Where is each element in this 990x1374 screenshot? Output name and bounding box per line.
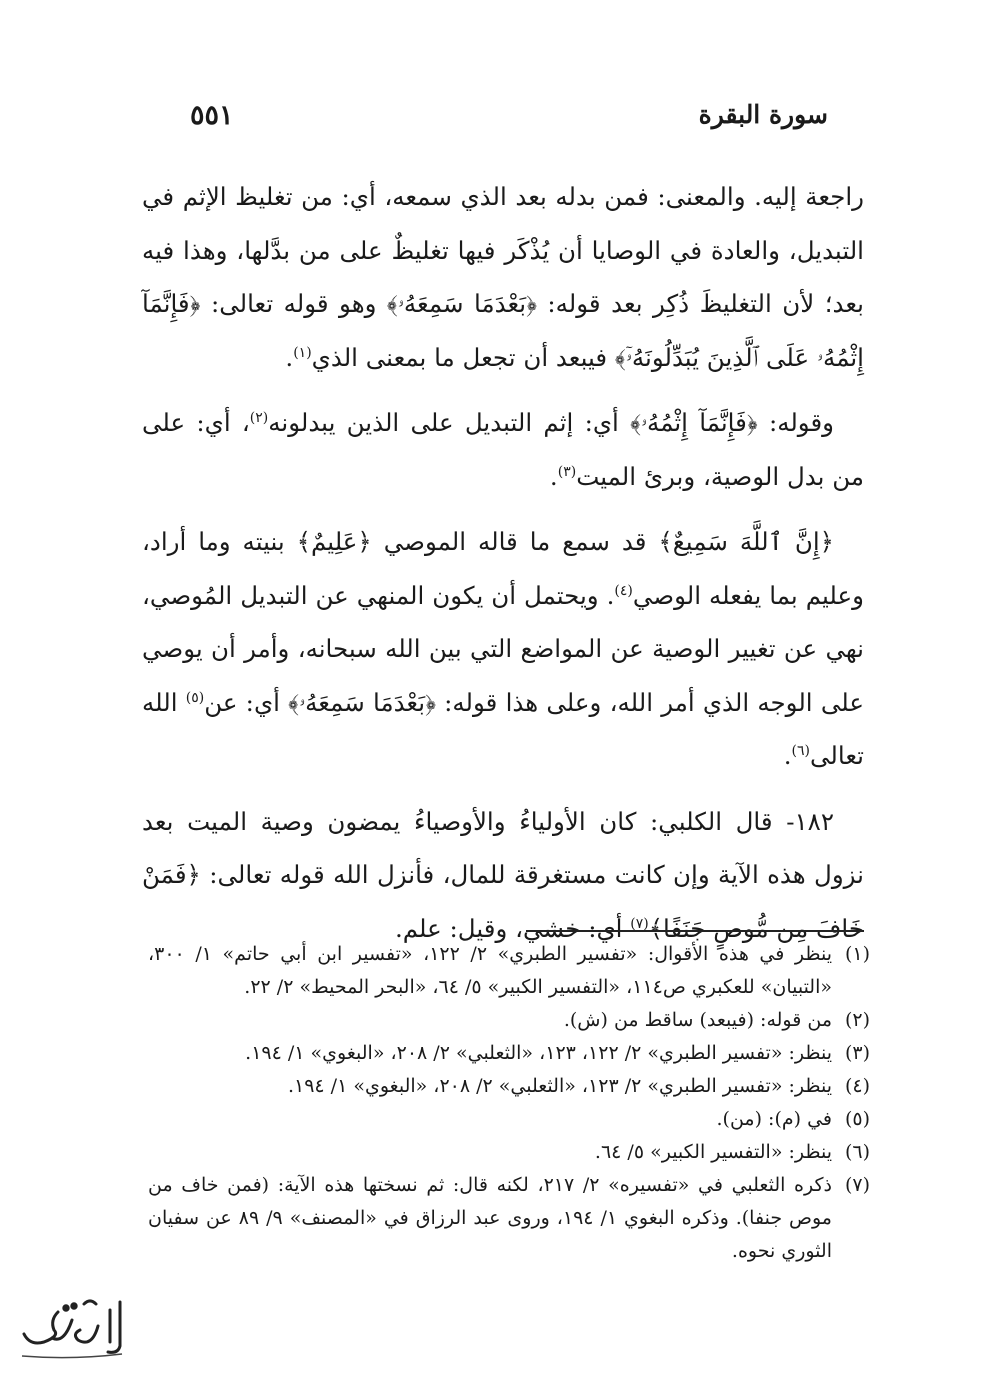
footnote: [148, 1070, 870, 1103]
footnote: [148, 1103, 870, 1136]
footnote-text: ذكره الثعلبي في «تفسيره» ٢/ ٢١٧، لكنه قال: ثم نسختها هذه الآية: (فمن خاف من موص جنفا). وذكره البغوي ١/ ١٩٤، وروى عبد الرزاق في «المصنف» ٩/ ٨٩ عن سفيان الثوري نحوه.: [148, 1174, 832, 1262]
footnote-ref: (٦): [791, 742, 810, 759]
footnote-number: (٦): [844, 1141, 870, 1163]
text-segment: أي: عن: [204, 687, 289, 717]
paragraph: [142, 515, 864, 783]
footnote-number: (٢): [844, 1009, 870, 1031]
footnote-text: من قوله: (فيبعد) ساقط من (ش).: [563, 1009, 832, 1031]
text-segment: الله تعالى: [142, 687, 864, 770]
text-segment: أي: إثم التبديل على الذين يبدلونه: [268, 408, 631, 437]
page-header: [150, 100, 840, 140]
footnote-text: ينظر: «التفسير الكبير» ٥/ ٦٤.: [594, 1141, 832, 1163]
footnote: [148, 1136, 870, 1169]
footnote-ref: (٤): [614, 582, 633, 599]
footnote: [148, 1037, 870, 1070]
text-segment: راجعة إليه. والمعنى: فمن بدله بعد الذي سمعه، أي: من تغليظ الإثم في التبديل، والعادة في الوصايا أن يُذْكَر فيها تغليظٌ على من بدَّلها، وهذا فيه بعد؛ لأن التغليظَ ذُكِر بعد قوله:: [142, 182, 864, 318]
text-segment: أي: خشي، وقيل: علم.: [394, 913, 631, 943]
footnote-number: (٤): [844, 1075, 870, 1097]
footnote-ref: (٥): [185, 689, 205, 706]
footnote-number: (١): [844, 943, 870, 965]
text-segment: فيبعد أن تجعل ما بمعنى الذي: [311, 342, 615, 372]
footnote: [148, 1169, 870, 1268]
quran-quote: ﴿بَعْدَمَا سَمِعَهُۥ﴾: [386, 289, 537, 318]
footnote-ref: (٢): [249, 409, 269, 426]
publisher-logo-icon: [14, 1290, 130, 1364]
text-segment: ، أي: على من بدل الوصية، وبرئ الميت: [142, 408, 864, 491]
text-segment: ١٨٢- قال الكلبي: كان الأولياءُ والأوصياءُ يمضون وصية الميت بعد نزول هذه الآية وإن كانت مستغرقة للمال، فأنزل الله قوله تعالى:: [142, 806, 864, 889]
footnote-divider: [526, 930, 864, 932]
text-segment: وقوله:: [757, 408, 834, 437]
text-segment: .: [285, 342, 294, 372]
footnote: [148, 1004, 870, 1037]
quran-quote: ﴿فَمَنْ خَافَ مِن مُّوصٍ جَنَفًا﴾: [142, 860, 864, 943]
footnote-text: ينظر: «تفسير الطبري» ٢/ ١٢٢، ١٢٣، «الثعلبي» ٢/ ٢٠٨، «البغوي» ١/ ١٩٤.: [245, 1042, 832, 1064]
footnotes: [148, 938, 870, 1268]
footnote-number: (٣): [844, 1042, 870, 1064]
quran-quote: ﴿فَإِنَّمَآ إِثْمُهُۥ﴾: [630, 408, 758, 437]
text-segment: بنيته وما أراد، وعليم بما يفعله الوصي: [142, 527, 864, 610]
text-segment: .: [549, 461, 558, 491]
text-segment: وهو قوله تعالى:: [200, 289, 387, 318]
footnote: [148, 938, 870, 1004]
page-number: ٥٥١: [190, 100, 234, 131]
paragraph: [142, 396, 864, 503]
quran-quote: ﴿إِنَّ ٱللَّهَ سَمِيعٌ﴾: [658, 527, 834, 556]
footnote-ref: (٣): [557, 463, 577, 480]
surah-title: سورة البقرة: [698, 100, 828, 129]
footnote-number: (٥): [844, 1108, 870, 1130]
main-text: [142, 170, 864, 967]
text-segment: . ويحتمل أن يكون المنهي عن التبديل المُوصي، نهي عن تغيير الوصية عن المواضع التي بين الله سبحانه، وأمر أن يوصي على الوجه الذي أمر الله، وعلى هذا قوله:: [142, 580, 864, 717]
footnote-ref: (٧): [630, 915, 649, 932]
footnote-number: (٧): [844, 1174, 870, 1196]
text-segment: .: [783, 741, 792, 770]
paragraph: [142, 170, 864, 384]
footnote-text: في (م): (من).: [716, 1108, 832, 1130]
text-segment: قد سمع ما قاله الموصي: [371, 527, 659, 556]
footnote-text: ينظر: «تفسير الطبري» ٢/ ١٢٣، «الثعلبي» ٢/ ٢٠٨، «البغوي» ١/ ١٩٤.: [287, 1075, 832, 1097]
footnote-ref: (١): [293, 344, 312, 361]
footnote-text: ينظر في هذه الأقوال: «تفسير الطبري» ٢/ ١٢٢، «تفسير ابن أبي حاتم» ١/ ٣٠٠، «التبيان» للعكبري ص١١٤، «التفسير الكبير» ٥/ ٦٤، «البحر المحيط» ٢/ ٢٢.: [148, 943, 832, 998]
quran-quote: ﴿عَلِيمٌ﴾: [296, 527, 372, 556]
quran-quote: ﴿فَإِنَّمَآ إِثْمُهُۥ عَلَى ٱلَّذِينَ يُبَدِّلُونَهُۥٓ﴾: [142, 289, 864, 372]
quran-quote: ﴿بَعْدَمَا سَمِعَهُۥ﴾: [288, 687, 436, 717]
